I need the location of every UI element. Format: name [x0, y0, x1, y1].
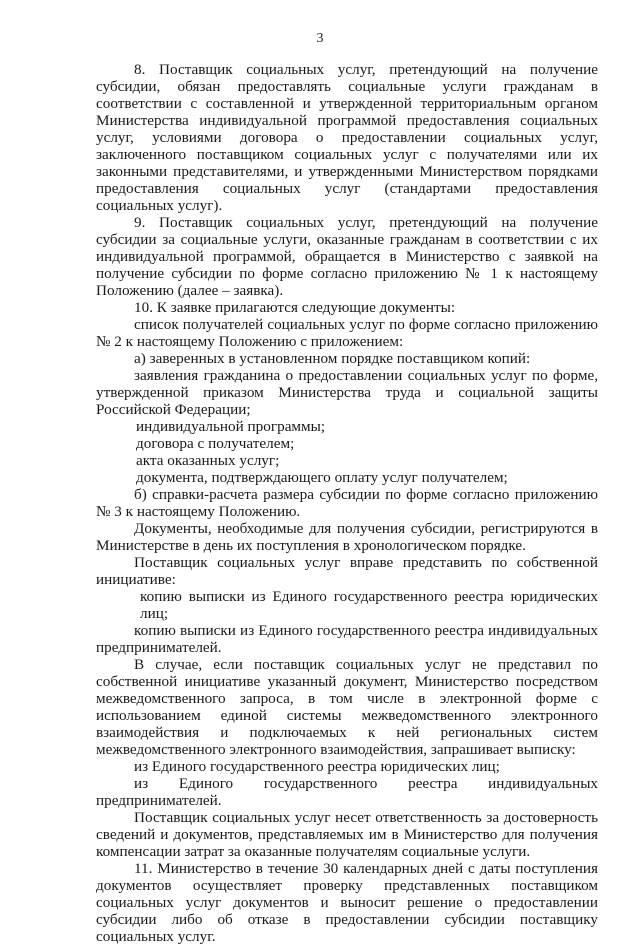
paragraph: копию выписки из Единого государственного реестра индивидуальных предпринимателей. — [96, 622, 598, 656]
document-body — [96, 61, 598, 945]
paragraph: Документы, необходимые для получения субсидии, регистрируются в Министерстве в день их поступления в хронологическом порядке. — [96, 520, 598, 554]
paragraph: 9. Поставщик социальных услуг, претендующий на получение субсидии за социальные услуги, оказанные гражданам в соответствии с их индивидуальной программой, обращается в Министерство с заявкой на получение субсидии по форме согласно приложению № 1 к настоящему Положению (далее – заявка). — [96, 214, 598, 299]
paragraph: В случае, если поставщик социальных услуг не представил по собственной инициативе указанный документ, Министерство посредством межведомственного запроса, в том числе в электронной форме с использованием единой системы межведомственного электронного взаимодействия и подключаемых к ней региональных систем межведомственного электронного взаимодействия, запрашивает выписку: — [96, 656, 598, 758]
paragraph: копию выписки из Единого государственного реестра юридических лиц; — [140, 588, 598, 622]
page-number: 3 — [316, 31, 324, 46]
paragraph: Поставщик социальных услуг несет ответственность за достоверность сведений и документов, представляемых им в Министерство для получения компенсации затрат за оказанные получателям социальные услуги. — [96, 809, 598, 860]
paragraph: из Единого государственного реестра юридических лиц; — [134, 758, 500, 775]
paragraph: индивидуальной программы; — [136, 418, 326, 435]
paragraph: Поставщик социальных услуг вправе представить по собственной инициативе: — [96, 554, 598, 588]
paragraph: акта оказанных услуг; — [136, 452, 280, 469]
paragraph: 8. Поставщик социальных услуг, претендующий на получение субсидии, обязан предоставлять социальные услуги гражданам в соответствии с составленной и утвержденной территориальным органом Министерства индивидуальной программой предоставления социальных услуг, условиями договора о предоставлении социальных услуг, заключенного поставщиком социальных услуг с получателями или их законными представителями, и утвержденными Министерством порядками предоставления социальных услуг (стандартами предоставления социальных услуг). — [96, 61, 598, 214]
paragraph: договора с получателем; — [136, 435, 295, 452]
paragraph: б) справки-расчета размера субсидии по форме согласно приложению № 3 к настоящему Положению. — [96, 486, 598, 520]
paragraph: 11. Министерство в течение 30 календарных дней с даты поступления документов осуществляет проверку представленных поставщиком социальных услуг документов и выносит решение о предоставлении субсидии либо об отказе в предоставлении субсидии поставщику социальных услуг. — [96, 860, 598, 945]
paragraph: документа, подтверждающего оплату услуг получателем; — [136, 469, 508, 486]
paragraph: заявления гражданина о предоставлении социальных услуг по форме, утвержденной приказом Министерства труда и социальной защиты Российской Федерации; — [96, 367, 598, 418]
paragraph: список получателей социальных услуг по форме согласно приложению № 2 к настоящему Положению с приложением: — [96, 316, 598, 350]
paragraph: 10. К заявке прилагаются следующие документы: — [134, 299, 456, 316]
paragraph: из Единого государственного реестра индивидуальных предпринимателей. — [96, 775, 598, 809]
paragraph: а) заверенных в установленном порядке поставщиком копий: — [134, 350, 531, 367]
